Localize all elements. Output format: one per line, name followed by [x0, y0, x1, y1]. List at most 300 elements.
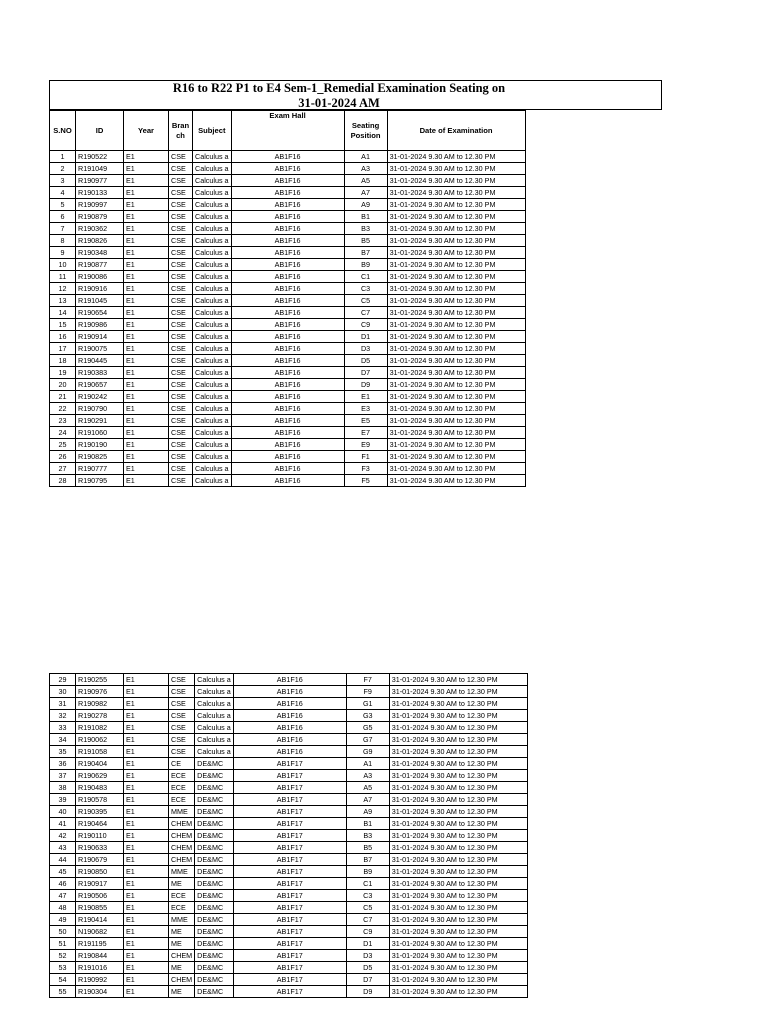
- cell-exam-hall: AB1F16: [231, 343, 344, 355]
- cell-subject: DE&MC: [195, 962, 234, 974]
- cell-date: 31-01-2024 9.30 AM to 12.30 PM: [387, 475, 525, 487]
- table-row: [50, 746, 528, 758]
- cell-year: E1: [124, 902, 169, 914]
- cell-branch: CHEM: [169, 818, 195, 830]
- cell-id: R190445: [76, 355, 124, 367]
- cell-subject: Calculus a: [195, 734, 234, 746]
- cell-branch: CSE: [169, 343, 193, 355]
- cell-year: E1: [124, 439, 169, 451]
- cell-year: E1: [124, 175, 169, 187]
- cell-seating-position: A7: [346, 794, 389, 806]
- cell-subject: Calculus a: [193, 415, 232, 427]
- cell-id: R190657: [76, 379, 124, 391]
- cell-exam-hall: AB1F17: [233, 974, 346, 986]
- cell-year: E1: [124, 938, 169, 950]
- cell-subject: DE&MC: [195, 950, 234, 962]
- header-seating-position: Seating Position: [344, 111, 387, 151]
- cell-branch: CSE: [169, 403, 193, 415]
- cell-year: E1: [124, 686, 169, 698]
- cell-branch: CSE: [169, 283, 193, 295]
- cell-branch: CSE: [169, 295, 193, 307]
- cell-branch: CSE: [169, 163, 193, 175]
- cell-sno: 51: [50, 938, 76, 950]
- cell-date: 31-01-2024 9.30 AM to 12.30 PM: [387, 163, 525, 175]
- cell-subject: Calculus a: [195, 722, 234, 734]
- header-year: Year: [124, 111, 169, 151]
- cell-branch: MME: [169, 866, 195, 878]
- cell-subject: Calculus a: [193, 343, 232, 355]
- cell-subject: Calculus a: [195, 710, 234, 722]
- cell-seating-position: C3: [346, 890, 389, 902]
- cell-branch: ME: [169, 962, 195, 974]
- cell-subject: Calculus a: [193, 379, 232, 391]
- cell-subject: DE&MC: [195, 974, 234, 986]
- table-body-page-1: [50, 151, 526, 487]
- cell-seating-position: B3: [344, 223, 387, 235]
- cell-year: E1: [124, 914, 169, 926]
- cell-exam-hall: AB1F16: [231, 427, 344, 439]
- cell-branch: CSE: [169, 463, 193, 475]
- cell-subject: DE&MC: [195, 866, 234, 878]
- cell-date: 31-01-2024 9.30 AM to 12.30 PM: [387, 283, 525, 295]
- cell-exam-hall: AB1F16: [233, 674, 346, 686]
- cell-subject: DE&MC: [195, 842, 234, 854]
- table-row: [50, 806, 528, 818]
- cell-id: R190133: [76, 187, 124, 199]
- cell-date: 31-01-2024 9.30 AM to 12.30 PM: [387, 199, 525, 211]
- cell-sno: 33: [50, 722, 76, 734]
- seating-table-page-1: [49, 110, 526, 487]
- cell-branch: CSE: [169, 187, 193, 199]
- cell-date: 31-01-2024 9.30 AM to 12.30 PM: [387, 247, 525, 259]
- cell-id: R190362: [76, 223, 124, 235]
- cell-seating-position: A9: [346, 806, 389, 818]
- cell-sno: 27: [50, 463, 76, 475]
- cell-branch: CSE: [169, 211, 193, 223]
- cell-date: 31-01-2024 9.30 AM to 12.30 PM: [387, 235, 525, 247]
- cell-year: E1: [124, 974, 169, 986]
- cell-date: 31-01-2024 9.30 AM to 12.30 PM: [387, 367, 525, 379]
- cell-exam-hall: AB1F16: [231, 439, 344, 451]
- cell-branch: CSE: [169, 223, 193, 235]
- cell-seating-position: D1: [344, 331, 387, 343]
- cell-exam-hall: AB1F17: [233, 782, 346, 794]
- cell-year: E1: [124, 247, 169, 259]
- cell-branch: CSE: [169, 439, 193, 451]
- cell-seating-position: A1: [344, 151, 387, 163]
- cell-year: E1: [124, 770, 169, 782]
- cell-exam-hall: AB1F17: [233, 986, 346, 998]
- cell-id: R190062: [76, 734, 124, 746]
- header-row: [50, 111, 526, 151]
- table-row: [50, 295, 526, 307]
- cell-exam-hall: AB1F16: [231, 211, 344, 223]
- cell-year: E1: [124, 163, 169, 175]
- table-row: [50, 950, 528, 962]
- cell-exam-hall: AB1F16: [231, 367, 344, 379]
- cell-sno: 21: [50, 391, 76, 403]
- cell-seating-position: G5: [346, 722, 389, 734]
- cell-date: 31-01-2024 9.30 AM to 12.30 PM: [387, 271, 525, 283]
- cell-date: 31-01-2024 9.30 AM to 12.30 PM: [389, 746, 527, 758]
- cell-date: 31-01-2024 9.30 AM to 12.30 PM: [387, 463, 525, 475]
- cell-seating-position: B7: [346, 854, 389, 866]
- cell-branch: CSE: [169, 307, 193, 319]
- cell-seating-position: D3: [346, 950, 389, 962]
- cell-id: R191049: [76, 163, 124, 175]
- cell-subject: DE&MC: [195, 914, 234, 926]
- cell-subject: Calculus a: [193, 451, 232, 463]
- cell-id: R190977: [76, 175, 124, 187]
- cell-exam-hall: AB1F17: [233, 770, 346, 782]
- cell-sno: 22: [50, 403, 76, 415]
- cell-exam-hall: AB1F16: [231, 235, 344, 247]
- cell-branch: CE: [169, 758, 195, 770]
- cell-sno: 53: [50, 962, 76, 974]
- table-row: [50, 866, 528, 878]
- cell-date: 31-01-2024 9.30 AM to 12.30 PM: [389, 734, 527, 746]
- cell-subject: Calculus a: [193, 283, 232, 295]
- cell-subject: Calculus a: [193, 295, 232, 307]
- cell-id: R190877: [76, 259, 124, 271]
- cell-id: R190790: [76, 403, 124, 415]
- cell-year: E1: [124, 698, 169, 710]
- table-row: [50, 830, 528, 842]
- cell-exam-hall: AB1F16: [231, 295, 344, 307]
- cell-branch: CHEM: [169, 974, 195, 986]
- cell-id: R190506: [76, 890, 124, 902]
- cell-subject: DE&MC: [195, 902, 234, 914]
- cell-id: R190578: [76, 794, 124, 806]
- cell-date: 31-01-2024 9.30 AM to 12.30 PM: [389, 962, 527, 974]
- cell-year: E1: [124, 451, 169, 463]
- cell-date: 31-01-2024 9.30 AM to 12.30 PM: [389, 842, 527, 854]
- cell-date: 31-01-2024 9.30 AM to 12.30 PM: [389, 794, 527, 806]
- header-date: Date of Examination: [387, 111, 525, 151]
- cell-sno: 16: [50, 331, 76, 343]
- cell-branch: CSE: [169, 151, 193, 163]
- cell-date: 31-01-2024 9.30 AM to 12.30 PM: [389, 806, 527, 818]
- cell-id: R190986: [76, 319, 124, 331]
- cell-seating-position: B1: [346, 818, 389, 830]
- table-row: [50, 271, 526, 283]
- cell-id: R190383: [76, 367, 124, 379]
- cell-year: E1: [124, 722, 169, 734]
- cell-date: 31-01-2024 9.30 AM to 12.30 PM: [389, 890, 527, 902]
- cell-subject: DE&MC: [195, 938, 234, 950]
- cell-branch: CSE: [169, 427, 193, 439]
- table-row: [50, 782, 528, 794]
- cell-sno: 9: [50, 247, 76, 259]
- cell-subject: Calculus a: [193, 307, 232, 319]
- cell-id: R190633: [76, 842, 124, 854]
- table-row: [50, 986, 528, 998]
- cell-branch: CSE: [169, 355, 193, 367]
- cell-date: 31-01-2024 9.30 AM to 12.30 PM: [389, 974, 527, 986]
- cell-sno: 46: [50, 878, 76, 890]
- cell-sno: 40: [50, 806, 76, 818]
- header-branch: Bran ch: [169, 111, 193, 151]
- cell-sno: 37: [50, 770, 76, 782]
- cell-sno: 41: [50, 818, 76, 830]
- cell-sno: 20: [50, 379, 76, 391]
- cell-subject: Calculus a: [193, 223, 232, 235]
- cell-date: 31-01-2024 9.30 AM to 12.30 PM: [389, 914, 527, 926]
- cell-sno: 52: [50, 950, 76, 962]
- cell-sno: 49: [50, 914, 76, 926]
- cell-subject: Calculus a: [193, 463, 232, 475]
- cell-exam-hall: AB1F16: [231, 151, 344, 163]
- cell-exam-hall: AB1F17: [233, 854, 346, 866]
- cell-exam-hall: AB1F16: [231, 475, 344, 487]
- cell-sno: 55: [50, 986, 76, 998]
- cell-exam-hall: AB1F17: [233, 866, 346, 878]
- cell-branch: ME: [169, 986, 195, 998]
- cell-id: R190826: [76, 235, 124, 247]
- table-row: [50, 367, 526, 379]
- cell-id: R191082: [76, 722, 124, 734]
- cell-year: E1: [124, 926, 169, 938]
- cell-date: 31-01-2024 9.30 AM to 12.30 PM: [389, 770, 527, 782]
- cell-date: 31-01-2024 9.30 AM to 12.30 PM: [387, 319, 525, 331]
- cell-sno: 29: [50, 674, 76, 686]
- cell-sno: 54: [50, 974, 76, 986]
- cell-sno: 6: [50, 211, 76, 223]
- cell-subject: Calculus a: [193, 355, 232, 367]
- cell-subject: Calculus a: [193, 199, 232, 211]
- cell-date: 31-01-2024 9.30 AM to 12.30 PM: [389, 854, 527, 866]
- cell-year: E1: [124, 379, 169, 391]
- cell-branch: CSE: [169, 722, 195, 734]
- cell-sno: 34: [50, 734, 76, 746]
- cell-id: R190629: [76, 770, 124, 782]
- cell-seating-position: C5: [346, 902, 389, 914]
- cell-seating-position: A5: [344, 175, 387, 187]
- cell-branch: CSE: [169, 379, 193, 391]
- table-row: [50, 818, 528, 830]
- cell-year: E1: [124, 830, 169, 842]
- cell-year: E1: [124, 235, 169, 247]
- cell-branch: CSE: [169, 475, 193, 487]
- table-row: [50, 710, 528, 722]
- cell-year: E1: [124, 259, 169, 271]
- cell-date: 31-01-2024 9.30 AM to 12.30 PM: [389, 758, 527, 770]
- table-row: [50, 878, 528, 890]
- cell-sno: 8: [50, 235, 76, 247]
- cell-exam-hall: AB1F16: [231, 355, 344, 367]
- title-line-2: 31-01-2024 AM: [298, 96, 380, 110]
- cell-sno: 28: [50, 475, 76, 487]
- table-row: [50, 734, 528, 746]
- table-row: [50, 403, 526, 415]
- cell-id: R190795: [76, 475, 124, 487]
- table-row: [50, 794, 528, 806]
- cell-exam-hall: AB1F17: [233, 842, 346, 854]
- cell-seating-position: E3: [344, 403, 387, 415]
- cell-exam-hall: AB1F16: [233, 734, 346, 746]
- cell-date: 31-01-2024 9.30 AM to 12.30 PM: [387, 331, 525, 343]
- cell-subject: DE&MC: [195, 854, 234, 866]
- cell-seating-position: B9: [344, 259, 387, 271]
- cell-seating-position: D3: [344, 343, 387, 355]
- cell-year: E1: [124, 331, 169, 343]
- cell-sno: 2: [50, 163, 76, 175]
- cell-subject: Calculus a: [195, 674, 234, 686]
- cell-seating-position: D9: [346, 986, 389, 998]
- cell-subject: Calculus a: [193, 331, 232, 343]
- cell-id: R190879: [76, 211, 124, 223]
- cell-branch: ECE: [169, 902, 195, 914]
- cell-branch: CHEM: [169, 854, 195, 866]
- cell-date: 31-01-2024 9.30 AM to 12.30 PM: [387, 403, 525, 415]
- cell-id: R191060: [76, 427, 124, 439]
- cell-seating-position: B5: [346, 842, 389, 854]
- cell-branch: CSE: [169, 746, 195, 758]
- table-row: [50, 439, 526, 451]
- cell-branch: CSE: [169, 235, 193, 247]
- cell-exam-hall: AB1F16: [231, 391, 344, 403]
- cell-subject: DE&MC: [195, 794, 234, 806]
- cell-id: R190982: [76, 698, 124, 710]
- cell-subject: Calculus a: [193, 475, 232, 487]
- cell-id: R190654: [76, 307, 124, 319]
- cell-date: 31-01-2024 9.30 AM to 12.30 PM: [389, 878, 527, 890]
- cell-exam-hall: AB1F16: [231, 259, 344, 271]
- cell-exam-hall: AB1F16: [231, 403, 344, 415]
- table-row: [50, 686, 528, 698]
- cell-sno: 44: [50, 854, 76, 866]
- table-row: [50, 187, 526, 199]
- cell-sno: 42: [50, 830, 76, 842]
- cell-seating-position: A5: [346, 782, 389, 794]
- cell-branch: CSE: [169, 674, 195, 686]
- cell-branch: ECE: [169, 770, 195, 782]
- cell-subject: DE&MC: [195, 758, 234, 770]
- cell-year: E1: [124, 842, 169, 854]
- cell-sno: 36: [50, 758, 76, 770]
- cell-sno: 24: [50, 427, 76, 439]
- cell-id: R190916: [76, 283, 124, 295]
- cell-id: R191045: [76, 295, 124, 307]
- cell-seating-position: G9: [346, 746, 389, 758]
- cell-subject: Calculus a: [193, 367, 232, 379]
- cell-date: 31-01-2024 9.30 AM to 12.30 PM: [389, 818, 527, 830]
- cell-year: E1: [124, 854, 169, 866]
- cell-id: R190679: [76, 854, 124, 866]
- cell-year: E1: [124, 367, 169, 379]
- cell-branch: MME: [169, 806, 195, 818]
- cell-sno: 17: [50, 343, 76, 355]
- table-row: [50, 211, 526, 223]
- cell-year: E1: [124, 794, 169, 806]
- cell-date: 31-01-2024 9.30 AM to 12.30 PM: [387, 307, 525, 319]
- table-row: [50, 890, 528, 902]
- table-row: [50, 926, 528, 938]
- cell-exam-hall: AB1F16: [231, 379, 344, 391]
- cell-date: 31-01-2024 9.30 AM to 12.30 PM: [389, 986, 527, 998]
- cell-year: E1: [124, 986, 169, 998]
- cell-exam-hall: AB1F16: [233, 698, 346, 710]
- table-row: [50, 938, 528, 950]
- cell-id: R190348: [76, 247, 124, 259]
- table-row: [50, 175, 526, 187]
- cell-exam-hall: AB1F17: [233, 902, 346, 914]
- cell-date: 31-01-2024 9.30 AM to 12.30 PM: [387, 439, 525, 451]
- cell-sno: 45: [50, 866, 76, 878]
- cell-year: E1: [124, 674, 169, 686]
- cell-exam-hall: AB1F16: [231, 223, 344, 235]
- cell-id: R190075: [76, 343, 124, 355]
- cell-exam-hall: AB1F16: [231, 463, 344, 475]
- cell-branch: CSE: [169, 247, 193, 259]
- header-sno: S.NO: [50, 111, 76, 151]
- cell-branch: CSE: [169, 367, 193, 379]
- cell-branch: CHEM: [169, 842, 195, 854]
- cell-seating-position: C1: [344, 271, 387, 283]
- cell-year: E1: [124, 818, 169, 830]
- cell-subject: DE&MC: [195, 986, 234, 998]
- cell-year: E1: [124, 806, 169, 818]
- cell-date: 31-01-2024 9.30 AM to 12.30 PM: [389, 722, 527, 734]
- cell-id: R190304: [76, 986, 124, 998]
- cell-date: 31-01-2024 9.30 AM to 12.30 PM: [387, 391, 525, 403]
- cell-seating-position: G1: [346, 698, 389, 710]
- table-row: [50, 962, 528, 974]
- cell-id: R190278: [76, 710, 124, 722]
- cell-id: R191016: [76, 962, 124, 974]
- cell-subject: DE&MC: [195, 878, 234, 890]
- cell-year: E1: [124, 782, 169, 794]
- cell-year: E1: [124, 343, 169, 355]
- cell-branch: CHEM: [169, 950, 195, 962]
- cell-branch: ME: [169, 878, 195, 890]
- table-row: [50, 151, 526, 163]
- cell-subject: Calculus a: [193, 211, 232, 223]
- table-row: [50, 770, 528, 782]
- cell-exam-hall: AB1F17: [233, 950, 346, 962]
- cell-branch: CSE: [169, 686, 195, 698]
- cell-year: E1: [124, 211, 169, 223]
- cell-id: R190464: [76, 818, 124, 830]
- cell-subject: Calculus a: [193, 163, 232, 175]
- cell-sno: 39: [50, 794, 76, 806]
- seating-table-page-2: [49, 673, 528, 998]
- cell-exam-hall: AB1F16: [231, 271, 344, 283]
- cell-exam-hall: AB1F16: [231, 415, 344, 427]
- cell-branch: CSE: [169, 415, 193, 427]
- cell-date: 31-01-2024 9.30 AM to 12.30 PM: [389, 902, 527, 914]
- table-row: [50, 259, 526, 271]
- cell-year: E1: [124, 151, 169, 163]
- table-body-page-2: [50, 674, 528, 998]
- cell-date: 31-01-2024 9.30 AM to 12.30 PM: [387, 427, 525, 439]
- cell-exam-hall: AB1F17: [233, 758, 346, 770]
- cell-seating-position: B9: [346, 866, 389, 878]
- cell-subject: Calculus a: [193, 235, 232, 247]
- cell-subject: DE&MC: [195, 830, 234, 842]
- cell-sno: 11: [50, 271, 76, 283]
- cell-year: E1: [124, 463, 169, 475]
- cell-sno: 32: [50, 710, 76, 722]
- cell-seating-position: B3: [346, 830, 389, 842]
- cell-id: R190844: [76, 950, 124, 962]
- cell-sno: 1: [50, 151, 76, 163]
- cell-sno: 50: [50, 926, 76, 938]
- table-row: [50, 343, 526, 355]
- table-row: [50, 415, 526, 427]
- table-row: [50, 307, 526, 319]
- cell-branch: CSE: [169, 319, 193, 331]
